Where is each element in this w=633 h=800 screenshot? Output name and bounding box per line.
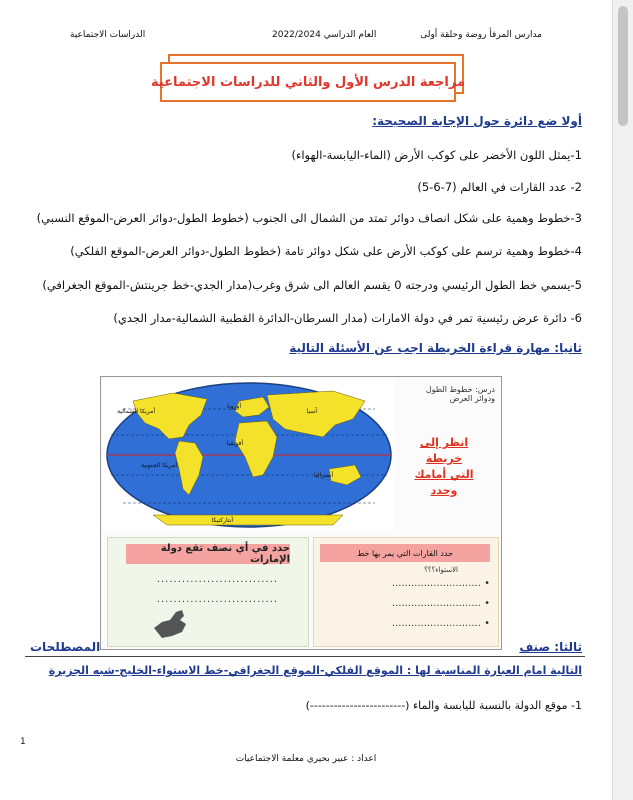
continent-answer-2[interactable]: • ............................ [391, 598, 490, 609]
hemisphere-question-label: حدد في أي نصف تقع دولة الإمارات [126, 544, 290, 564]
title-box-front [150, 62, 466, 102]
continent-answer-1-dots: ............................ [391, 578, 481, 589]
question-1: 1-يمثل اللون الأخضر على كوكب الأرض (الماء-اليابسة-الهواء) [291, 148, 582, 162]
equator-question-sub: الاستواء؟؟؟ [424, 566, 458, 574]
continent-answer-2-dots: ............................ [391, 598, 481, 609]
look-note-line-1: انظر إلى خريطة [419, 436, 469, 465]
answer-line-1[interactable]: ............................. [156, 574, 278, 585]
continent-answer-3[interactable]: • ............................ [391, 618, 490, 629]
section2-heading: ثانيا: مهارة قراءة الخريطة اجب عن الأسئلة التالية [289, 341, 582, 355]
subject-name: الدراسات الاجتماعية [70, 30, 146, 40]
look-at-map-note [401, 435, 487, 499]
map-label-asia: آسيا [306, 408, 317, 415]
school-name: مدارس المرفأ روضة وحلقة أولى [420, 30, 542, 40]
section3-question-1: 1- موقع الدولة بالنسبة لليابسة والماء (------------------------) [305, 699, 582, 712]
terms-label: المصطلحات [30, 640, 101, 654]
look-note-line-2: التي أمامك [414, 468, 474, 481]
question-5: 5-يسمي خط الطول الرئيسي ودرجته 0 يقسم العالم الى شرق وغرب(مدار الجدي-خط جرينتش-الموقع الجغرافي) [42, 278, 582, 292]
map-label-australia: أستراليا [314, 472, 333, 479]
continent-answer-3-dots: ............................ [391, 618, 481, 629]
section1-heading: أولا ضع دائرة حول الإجابة الصحيحة: [372, 114, 582, 128]
question-2: 2- عدد القارات في العالم (7-6-5) [417, 180, 582, 194]
scrollbar-thumb[interactable] [618, 6, 628, 126]
section3-instruction: التالية امام العبارة المناسبة لها : الموقع الفلكي-الموقع الجغرافي-خط الاستواء-الخليج-شبه الجزيرة [48, 664, 582, 677]
map-exercise-figure [100, 376, 502, 650]
map-label-north-america: أمريكا الشمالية [117, 408, 155, 415]
map-label-south-america: أمريكا الجنوبية [141, 462, 177, 469]
section3-heading: ثالثا: صنف [519, 640, 582, 654]
world-map [103, 379, 395, 531]
question-6: 6- دائرة عرض رئيسية تمر في دولة الامارات (مدار السرطان-الدائرة القطبية الشمالية-مدار الجدي) [113, 311, 582, 325]
page-footer: اعداد : عبير بحيري معلمة الاجتماعيات [235, 754, 377, 764]
antarctica-shape [153, 515, 343, 525]
page-title: مراجعة الدرس الأول والثاني للدراسات الاجتماعية [150, 74, 466, 90]
map-label-antarctica: أنتاركتيكا [211, 517, 233, 524]
look-note-line-3: وحدد [430, 484, 458, 497]
answer-line-2[interactable]: ............................. [156, 594, 278, 605]
vertical-scrollbar[interactable] [612, 0, 633, 800]
map-label-africa: أفريقيا [226, 440, 243, 447]
equator-continents-box [313, 537, 499, 647]
world-map-svg [103, 379, 395, 531]
equator-question-label: حدد القارات التي يمر بها خط [320, 544, 490, 562]
page-number: 1 [20, 737, 26, 747]
academic-year: العام الدراسي 2022/2024 [272, 30, 377, 40]
title-box [150, 62, 466, 106]
uae-map-icon [152, 608, 192, 640]
continent-answer-1[interactable]: • ............................ [391, 578, 490, 589]
hemisphere-question-box [107, 537, 309, 647]
lesson-note: درس: خطوط الطول ودوائر العرض [425, 385, 495, 403]
section3-divider [25, 656, 585, 657]
question-3: 3-خطوط وهمية على شكل انصاف دوائر تمتد من الشمال الى الجنوب (خطوط الطول-دوائر العرض-الموقع النسبي) [36, 211, 582, 225]
map-label-europe: أوروبا [227, 403, 241, 410]
question-4: 4-خطوط وهمية ترسم على كوكب الأرض على شكل دوائر تامة (خطوط الطول-دوائر العرض-الموقع الفلكي) [70, 244, 582, 258]
